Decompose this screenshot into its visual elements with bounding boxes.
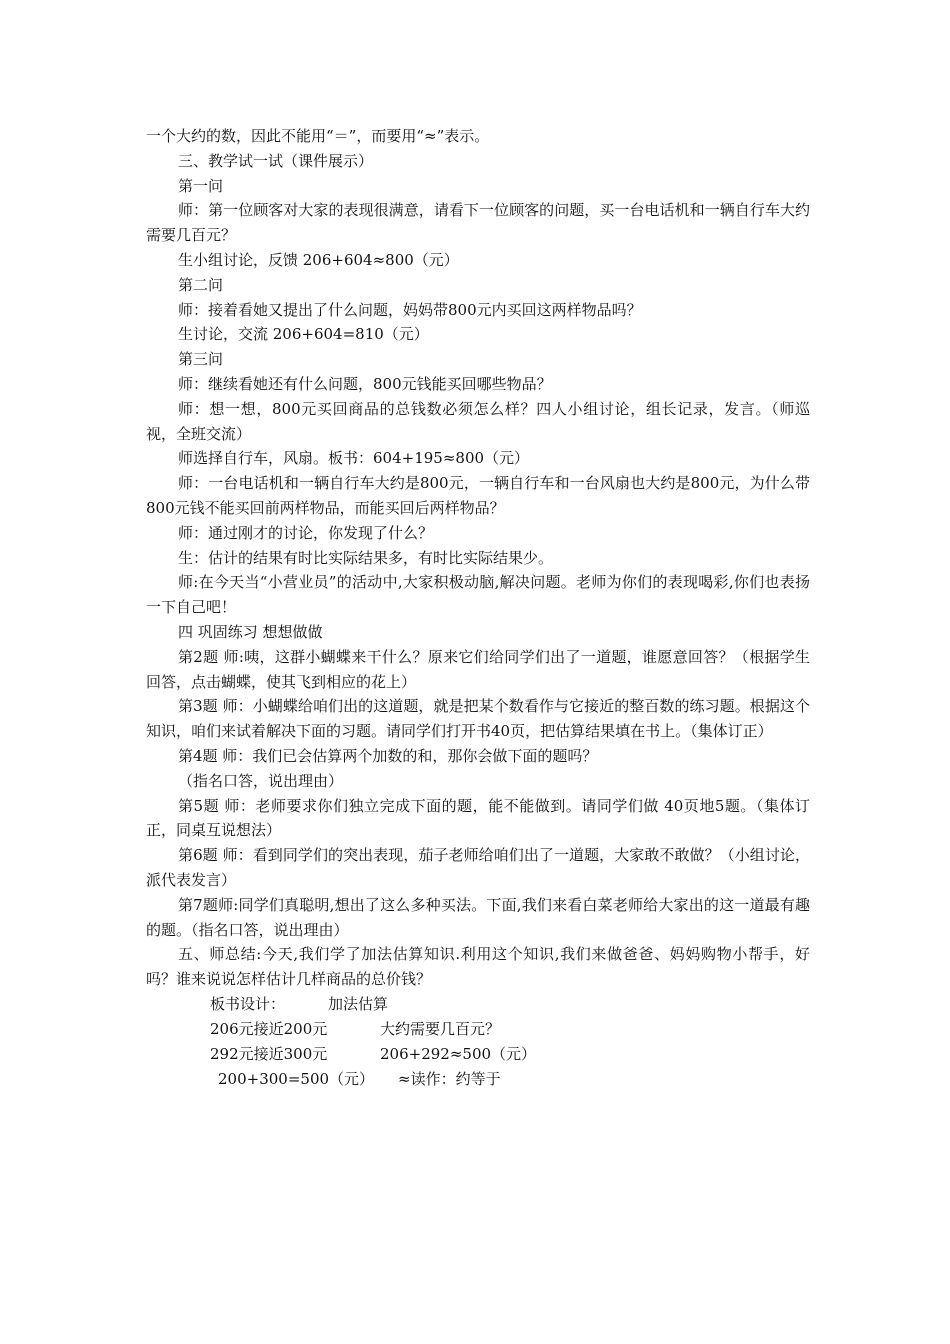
board-row3-left: 200+300=500（元） <box>218 1069 375 1088</box>
paragraph: （指名口答，说出理由） <box>178 771 344 790</box>
paragraph: 第二问 <box>178 275 224 294</box>
paragraph-list <box>146 124 810 992</box>
paragraph: 师：想一想，800元买回商品的总钱数必须怎么样？四人小组讨论，组长记录，发言。（师巡视，全班交流） <box>146 399 810 443</box>
board-label: 板书设计： <box>210 994 286 1013</box>
paragraph: 第3题 师：小蝴蝶给咱们出的这道题，就是把某个数看作与它接近的整百数的练习题。根据这个知识，咱们来试着解决下面的习题。请同学们打开书40页，把估算结果填在书上。（集体订正） <box>146 697 810 741</box>
paragraph: 第4题 师：我们已会估算两个加数的和，那你会做下面的题吗？ <box>178 746 598 765</box>
board-design <box>146 992 810 1092</box>
paragraph: 生小组讨论，反馈 206+604≈800（元） <box>178 250 459 269</box>
paragraph: 第6题 师：看到同学们的突出表现，茄子老师给咱们出了一道题，大家敢不敢做？（小组讨论，派代表发言） <box>146 846 810 889</box>
paragraph: 师选择自行车，风扇。板书：604+195≈800（元） <box>178 449 530 468</box>
paragraph: 五、师总结:今天,我们学了加法估算知识.利用这个知识,我们来做爸爸、妈妈购物小帮手，好吗？谁来说说怎样估计几样商品的总价钱？ <box>146 945 810 989</box>
board-row2-left: 292元接近300元 <box>210 1044 328 1063</box>
board-row1-right: 大约需要几百元？ <box>380 1019 501 1038</box>
paragraph: 生：估计的结果有时比实际结果多，有时比实际结果少。 <box>178 548 554 567</box>
board-row3-right: ≈读作：约等于 <box>398 1069 501 1088</box>
paragraph: 第2题 师:咦，这群小蝴蝶来干什么？原来它们给同学们出了一道题，谁愿意回答？（根据学生回答，点击蝴蝶，使其飞到相应的花上） <box>146 647 810 691</box>
paragraph: 生讨论，交流 206+604=810（元） <box>178 325 429 344</box>
document-body <box>146 124 810 1092</box>
board-row2-right: 206+292≈500（元） <box>380 1044 537 1063</box>
paragraph: 师：继续看她还有什么问题，800元钱能买回哪些物品？ <box>178 374 552 393</box>
paragraph: 师：第一位顾客对大家的表现很满意，请看下一位顾客的问题，买一台电话机和一辆自行车大约需要几百元？ <box>146 201 810 245</box>
paragraph: 师：通过刚才的讨论，你发现了什么？ <box>178 523 434 542</box>
paragraph: 三、教学试一试（课件展示） <box>178 151 374 170</box>
paragraph: 师：一台电话机和一辆自行车大约是800元，一辆自行车和一台风扇也大约是800元，为什么带800元钱不能买回前两样物品，而能买回后两样物品？ <box>146 474 810 517</box>
board-title: 加法估算 <box>328 994 389 1013</box>
paragraph: 第5题 师：老师要求你们独立完成下面的题，能不能做到。请同学们做 40页地5题。（集体订正，同桌互说想法） <box>146 796 810 840</box>
board-row1-left: 206元接近200元 <box>210 1019 328 1038</box>
paragraph: 四 巩固练习 想想做做 <box>178 622 323 641</box>
paragraph: 第三问 <box>178 350 224 369</box>
paragraph: 师：接着看她又提出了什么问题，妈妈带800元内买回这两样物品吗？ <box>178 300 642 319</box>
paragraph: 师:在今天当“小营业员”的活动中,大家积极动脑,解决问题。老师为你们的表现喝彩,你们也表扬一下自己吧！ <box>146 573 810 617</box>
paragraph: 第一问 <box>178 176 224 195</box>
paragraph: 第7题师:同学们真聪明,想出了这么多种买法。下面,我们来看白菜老师给大家出的这一道最有趣的题。（指名口答，说出理由） <box>146 895 810 939</box>
paragraph: 一个大约的数，因此不能用“＝”，而要用“≈”表示。 <box>146 127 490 145</box>
